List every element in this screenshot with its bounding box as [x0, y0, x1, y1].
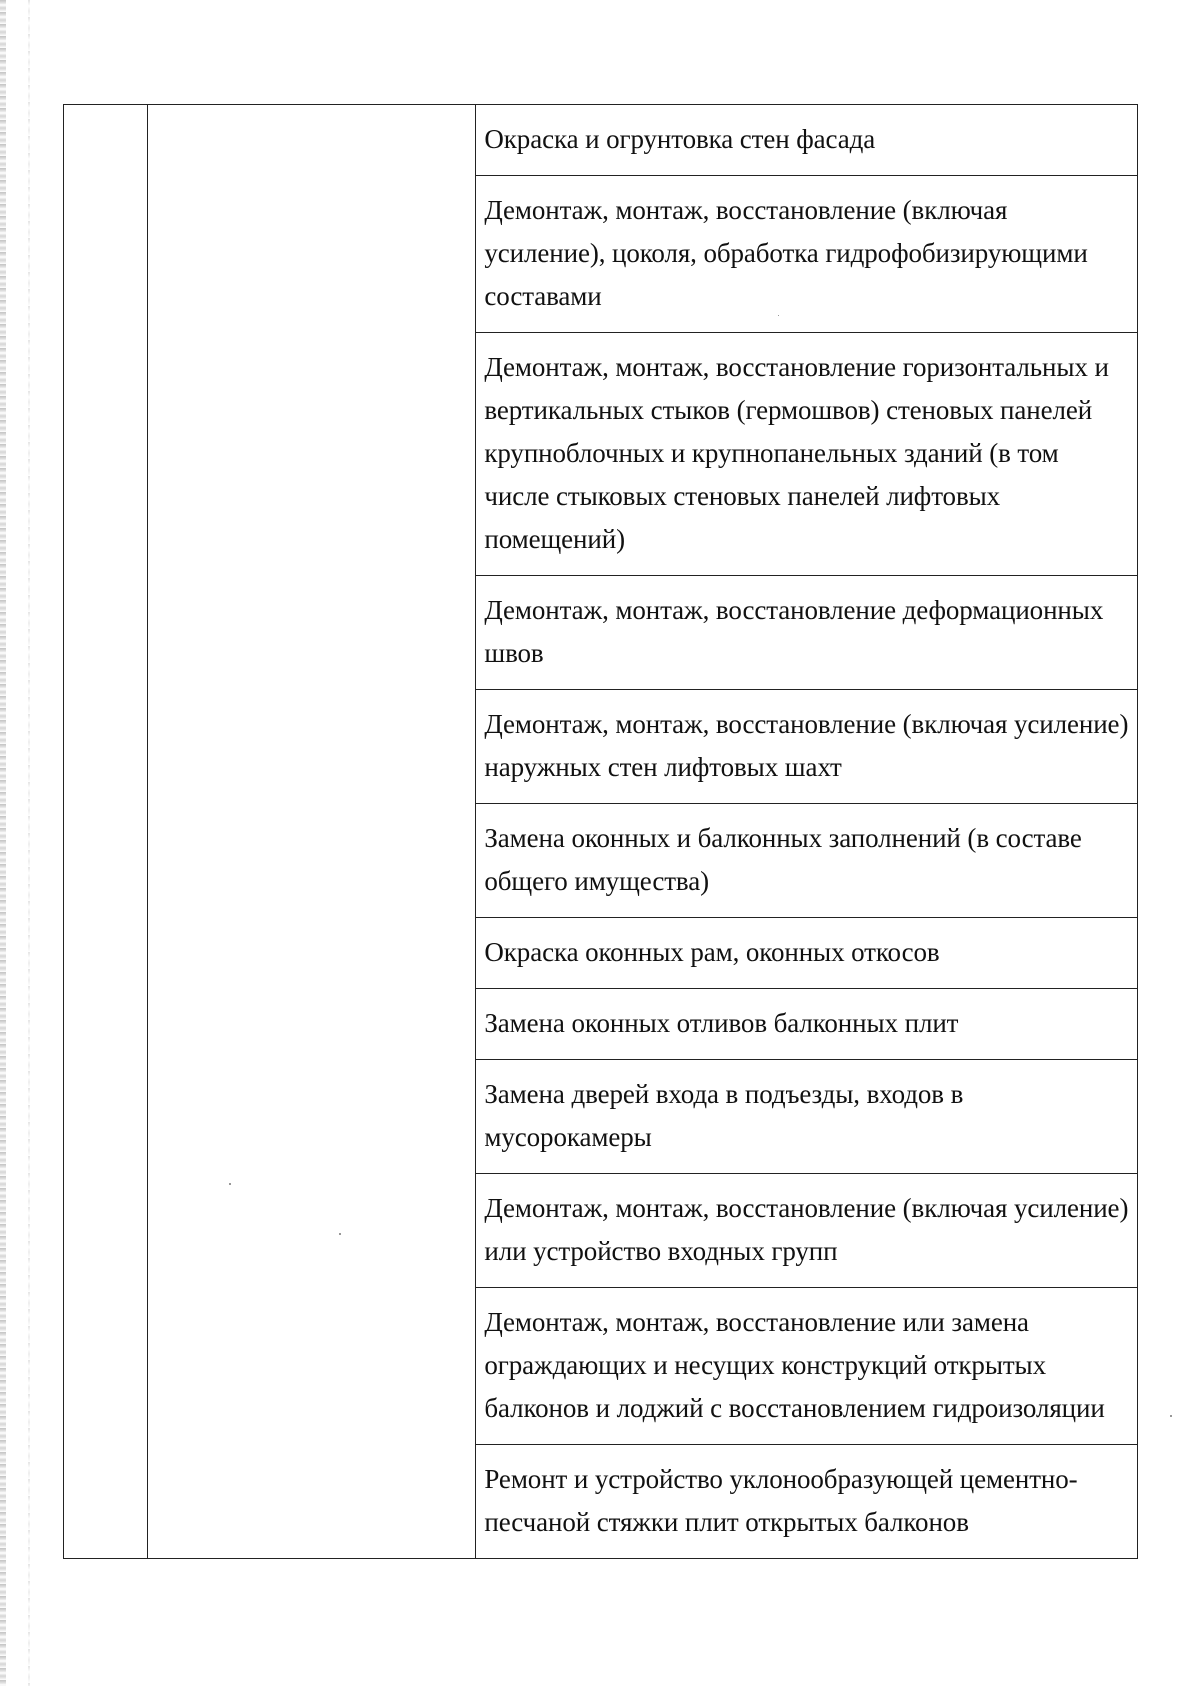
- works-table: [63, 104, 1138, 1559]
- work-text: Окраска и огрунтовка стен фасада: [484, 124, 876, 154]
- scan-edge-left: [0, 0, 6, 1686]
- work-cell: [476, 1060, 1138, 1174]
- work-cell: [476, 333, 1138, 576]
- work-text: Демонтаж, монтаж, восстановление деформационных швов: [484, 595, 1104, 668]
- work-cell: [476, 1174, 1138, 1288]
- work-text: Демонтаж, монтаж, восстановление (включая усиление) или устройство входных групп: [484, 1193, 1129, 1266]
- works-table-body: [64, 105, 1138, 1559]
- work-text: Замена оконных и балконных заполнений (в составе общего имущества): [484, 823, 1082, 896]
- work-text: Демонтаж, монтаж, восстановление или замена ограждающих и несущих конструкций открытых балконов и лоджий с восстановлением гидроизоляции: [484, 1307, 1105, 1423]
- work-cell: [476, 804, 1138, 918]
- table-row: [64, 105, 1138, 176]
- number-cell: [64, 105, 148, 1559]
- work-text: Замена оконных отливов балконных плит: [484, 1008, 959, 1038]
- work-text: Ремонт и устройство уклонообразующей цементно-песчаной стяжки плит открытых балконов: [484, 1464, 1078, 1537]
- work-text: Демонтаж, монтаж, восстановление (включая усиление) наружных стен лифтовых шахт: [484, 709, 1129, 782]
- work-cell: [476, 690, 1138, 804]
- work-text: Окраска оконных рам, оконных откосов: [484, 937, 940, 967]
- work-cell: [476, 1288, 1138, 1445]
- work-cell: [476, 918, 1138, 989]
- scan-speck: [1170, 1415, 1172, 1417]
- work-cell: [476, 1445, 1138, 1559]
- work-cell: [476, 576, 1138, 690]
- work-cell: [476, 176, 1138, 333]
- work-cell: [476, 989, 1138, 1060]
- scan-edge-shadow: [28, 0, 30, 1686]
- work-text: Замена дверей входа в подъезды, входов в мусорокамеры: [484, 1079, 964, 1152]
- work-cell: [476, 105, 1138, 176]
- element-name-cell: [148, 105, 476, 1559]
- work-text: Демонтаж, монтаж, восстановление (включая усиление), цоколя, обработка гидрофобизирующими составами: [484, 195, 1088, 311]
- work-text: Демонтаж, монтаж, восстановление горизонтальных и вертикальных стыков (гермошвов) стеновых панелей крупноблочных и крупнопанельных зданий (в том числе стыковых стеновых панелей лифтовых помещений): [484, 352, 1109, 554]
